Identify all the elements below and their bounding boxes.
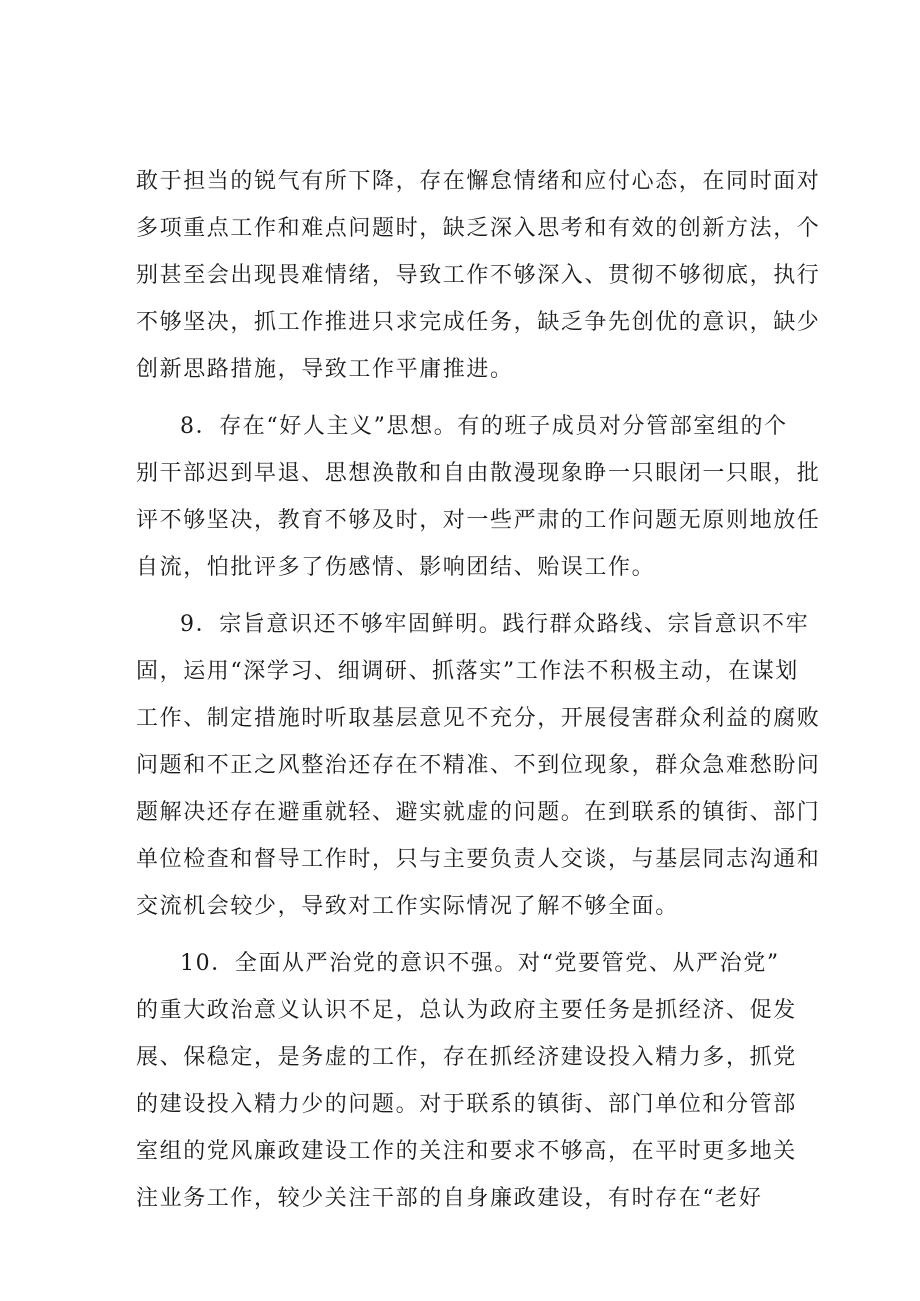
text-line: 9．宗旨意识还不够牢固鲜明。践行群众路线、宗旨意识不牢	[180, 612, 810, 637]
paragraph-8	[136, 403, 821, 591]
text-line: 8．存在“好人主义”思想。有的班子成员对分管部室组的个	[180, 414, 788, 439]
paragraph-1	[136, 158, 821, 393]
document-body	[136, 158, 821, 1232]
text-line: 别干部迟到早退、思想涣散和自由散漫现象睁一只眼闭一只眼，批	[136, 461, 821, 486]
paragraph-9	[136, 601, 821, 930]
text-line: 单位检查和督导工作时，只与主要负责人交谈，与基层同志沟通和	[136, 847, 821, 872]
text-line: 固，运用“深学习、细调研、抓落实”工作法不积极主动，在谋划	[136, 659, 799, 684]
text-line: 评不够坚决，教育不够及时，对一些严肃的工作问题无原则地放任	[136, 508, 821, 533]
text-line: 自流，怕批评多了伤感情、影响团结、贻误工作。	[136, 555, 656, 580]
text-line: 题解决还存在避重就轻、避实就虚的问题。在到联系的镇街、部门	[136, 800, 821, 825]
text-line: 不够坚决，抓工作推进只求完成任务，缺乏争先创优的意识，缺少	[136, 310, 821, 335]
text-line: 展、保稳定，是务虚的工作，存在抓经济建设投入精力多，抓党	[136, 1045, 797, 1070]
text-line: 的建设投入精力少的问题。对于联系的镇街、部门单位和分管部	[136, 1092, 797, 1117]
paragraph-10	[136, 940, 800, 1222]
text-line: 的重大政治意义认识不足，总认为政府主要任务是抓经济、促发	[136, 998, 797, 1023]
text-line: 注业务工作，较少关注干部的自身廉政建设，有时存在“老好	[136, 1186, 763, 1211]
text-line: 敢于担当的锐气有所下降，存在懈怠情绪和应付心态，在同时面对	[136, 169, 821, 194]
text-line: 工作、制定措施时听取基层意见不充分，开展侵害群众利益的腐败	[136, 706, 821, 731]
text-line: 交流机会较少，导致对工作实际情况了解不够全面。	[136, 894, 679, 919]
text-line: 别甚至会出现畏难情绪，导致工作不够深入、贯彻不够彻底，执行	[136, 263, 821, 288]
text-line: 10．全面从严治党的意识不强。对“党要管党、从严治党”	[180, 951, 780, 976]
text-line: 多项重点工作和难点问题时，缺乏深入思考和有效的创新方法，个	[136, 216, 821, 241]
text-line: 问题和不正之风整治还存在不精准、不到位现象，群众急难愁盼问	[136, 753, 821, 778]
text-line: 室组的党风廉政建设工作的关注和要求不够高，在平时更多地关	[136, 1139, 797, 1164]
text-line: 创新思路措施，导致工作平庸推进。	[136, 357, 514, 382]
